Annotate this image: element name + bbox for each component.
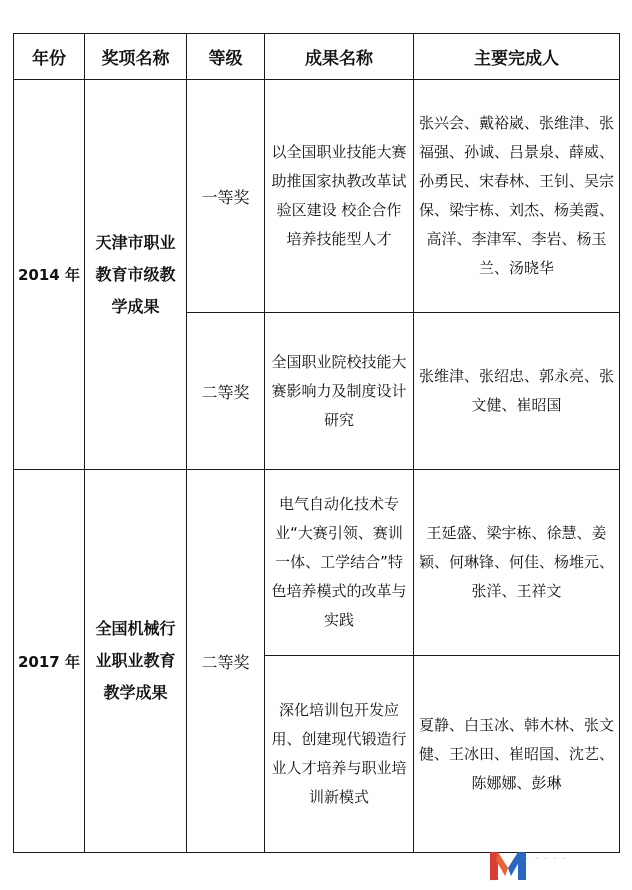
header-main-contributors: 主要完成人 bbox=[414, 34, 620, 80]
grade-cell: 二等奖 bbox=[187, 470, 265, 853]
header-result-name: 成果名称 bbox=[265, 34, 414, 80]
contributors-cell: 张维津、张绍忠、郭永亮、张文健、崔昭国 bbox=[414, 313, 620, 470]
awards-table bbox=[13, 33, 620, 853]
result-name-cell: 以全国职业技能大赛助推国家执教改革试验区建设 校企合作培养技能型人才 bbox=[265, 80, 414, 313]
result-name-cell: 电气自动化技术专业“大赛引领、赛训一体、工学结合”特色培养模式的改革与实践 bbox=[265, 470, 414, 656]
result-name-cell: 深化培训包开发应用、创建现代锻造行业人才培养与职业培训新模式 bbox=[265, 656, 414, 853]
m-logo-icon bbox=[488, 846, 528, 884]
award-name-cell: 全国机械行业职业教育教学成果 bbox=[85, 470, 187, 853]
header-row bbox=[14, 34, 620, 80]
contributors-cell: 夏静、白玉冰、韩木林、张文健、王冰田、崔昭国、沈艺、陈娜娜、彭琳 bbox=[414, 656, 620, 853]
year-cell: 2017 年 bbox=[14, 470, 85, 853]
result-name-cell: 全国职业院校技能大赛影响力及制度设计研究 bbox=[265, 313, 414, 470]
contributors-cell: 张兴会、戴裕崴、张维津、张福强、孙诚、吕景泉、薛威、孙勇民、宋春林、王钊、吴宗保、梁宇栋、刘杰、杨美霞、高洋、李津军、李岩、杨玉兰、汤晓华 bbox=[414, 80, 620, 313]
table-row bbox=[14, 470, 620, 656]
contributors-cell: 王延盛、梁宇栋、徐慧、姜颖、何琳锋、何佳、杨堆元、张洋、王祥文 bbox=[414, 470, 620, 656]
table-row bbox=[14, 80, 620, 313]
grade-cell: 二等奖 bbox=[187, 313, 265, 470]
header-award-name: 奖项名称 bbox=[85, 34, 187, 80]
grade-cell: 一等奖 bbox=[187, 80, 265, 313]
header-year: 年份 bbox=[14, 34, 85, 80]
year-cell: 2014 年 bbox=[14, 80, 85, 470]
watermark-text: · · · · · bbox=[526, 852, 567, 865]
header-grade: 等级 bbox=[187, 34, 265, 80]
watermark bbox=[488, 846, 618, 884]
award-name-cell: 天津市职业教育市级教学成果 bbox=[85, 80, 187, 470]
